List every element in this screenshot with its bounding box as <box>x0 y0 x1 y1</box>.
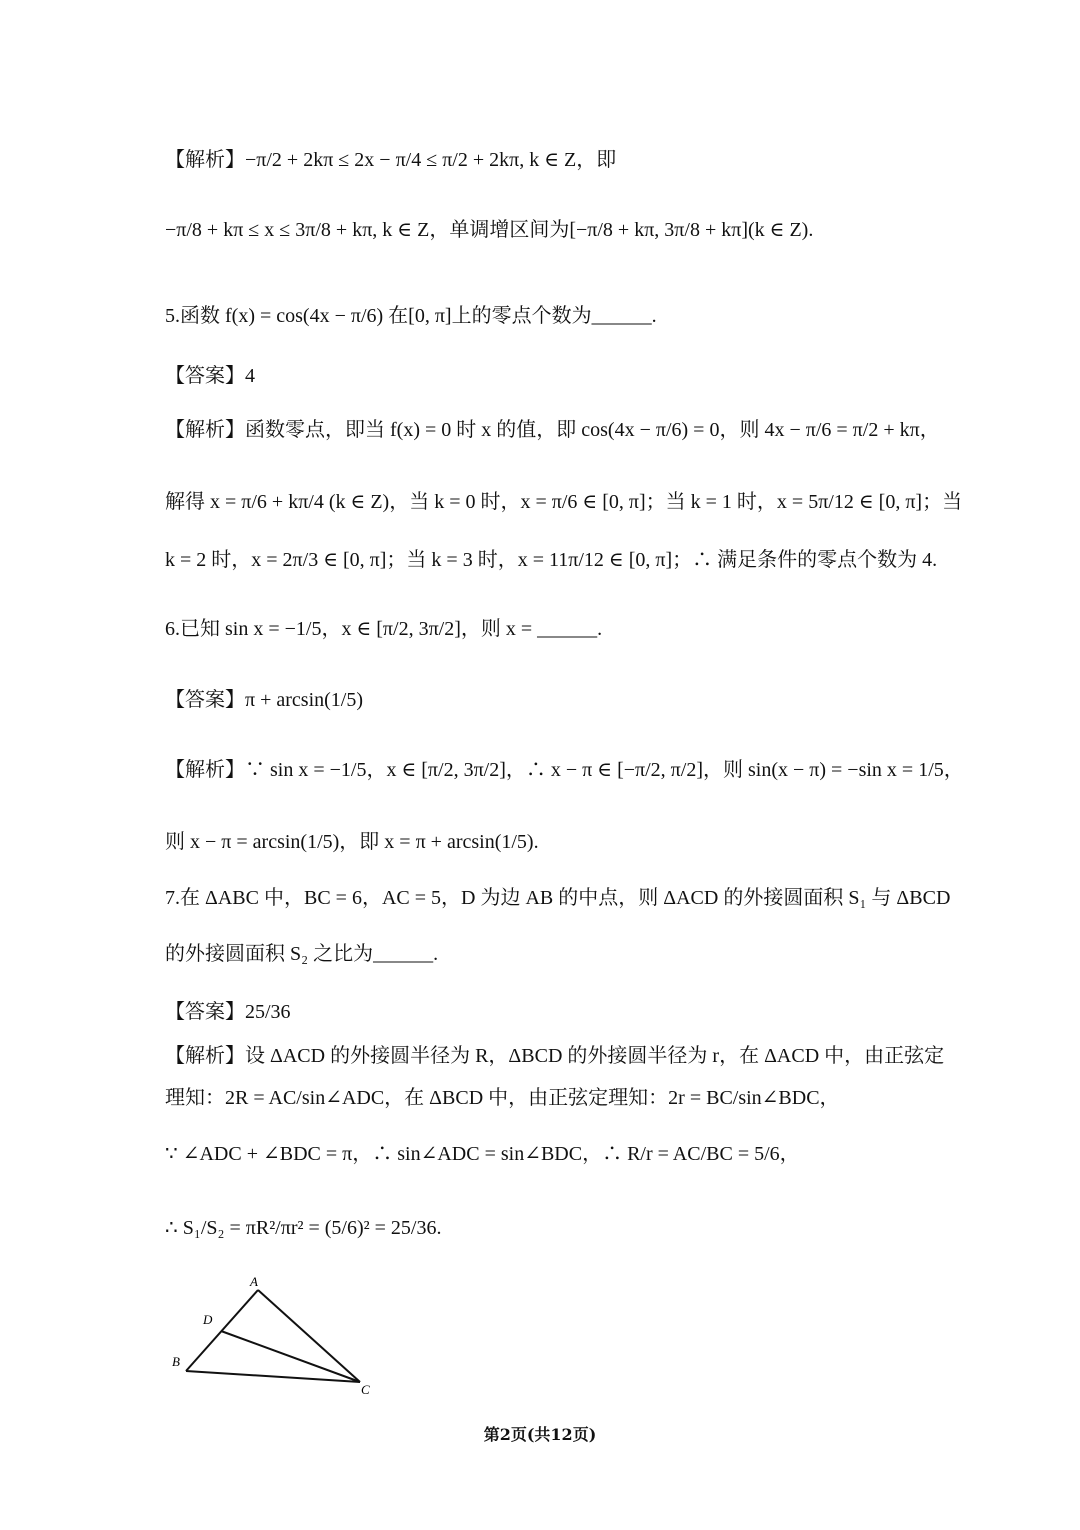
analysis-5-line-3: k = 2 时，x = 2π/3 ∈ [0, π]；当 k = 3 时，x = 11π/12 ∈ [0, π]；∴ 满足条件的零点个数为 4. <box>165 549 938 571</box>
analysis-6-line-2: 则 x − π = arcsin(1/5)，即 x = π + arcsin(1/5). <box>165 831 539 853</box>
triangle-diagram <box>160 1268 380 1408</box>
text-line-1: 【解析】−π/2 + 2kπ ≤ 2x − π/4 ≤ π/2 + 2kπ, k ∈ Z，即 <box>165 149 617 171</box>
analysis-5-line-1: 【解析】函数零点，即当 f(x) = 0 时 x 的值，即 cos(4x − π/6) = 0，则 4x − π/6 = π/2 + kπ， <box>165 419 940 441</box>
analysis-7-line-4: ∴ S₁/S₂ = πR²/πr² = (5/6)² = 25/36. <box>165 1217 442 1239</box>
answer-5: 【答案】4 <box>165 365 255 387</box>
question-5: 5.函数 f(x) = cos(4x − π/6) 在[0, π]上的零点个数为______. <box>165 305 657 327</box>
text-line-2: −π/8 + kπ ≤ x ≤ 3π/8 + kπ, k ∈ Z，单调增区间为[−π/8 + kπ, 3π/8 + kπ](k ∈ Z). <box>165 219 814 241</box>
label-b: B <box>172 1354 180 1369</box>
analysis-6-line-1: 【解析】∵ sin x = −1/5，x ∈ [π/2, 3π/2]，∴ x − π ∈ [−π/2, π/2]，则 sin(x − π) = −sin x = 1/5， <box>165 759 964 781</box>
side-ac <box>258 1290 360 1382</box>
analysis-7-line-2: 理知：2R = AC/sin∠ADC，在 ΔBCD 中，由正弦定理知：2r = BC/sin∠BDC， <box>165 1087 840 1109</box>
label-d: D <box>203 1312 213 1327</box>
question-7-line-1: 7.在 ΔABC 中，BC = 6，AC = 5，D 为边 AB 的中点，则 ΔACD 的外接圆面积 S₁ 与 ΔBCD <box>165 887 951 909</box>
answer-7: 【答案】25/36 <box>165 1001 291 1023</box>
page-footer: 第2页(共12页) <box>483 1425 597 1444</box>
question-6: 6.已知 sin x = −1/5，x ∈ [π/2, 3π/2]，则 x = ______. <box>165 618 603 640</box>
answer-6: 【答案】π + arcsin(1/5) <box>165 689 364 711</box>
analysis-7-line-3: ∵ ∠ADC + ∠BDC = π，∴ sin∠ADC = sin∠BDC，∴ R/r = AC/BC = 5/6， <box>165 1143 800 1165</box>
question-7-line-2: 的外接圆面积 S₂ 之比为______. <box>165 943 439 965</box>
analysis-7-line-1: 【解析】设 ΔACD 的外接圆半径为 R，ΔBCD 的外接圆半径为 r，在 ΔACD 中，由正弦定 <box>165 1045 945 1067</box>
label-a: A <box>250 1274 258 1289</box>
analysis-5-line-2: 解得 x = π/6 + kπ/4 (k ∈ Z)，当 k = 0 时，x = π/6 ∈ [0, π]；当 k = 1 时，x = 5π/12 ∈ [0, π]；当 <box>165 491 963 513</box>
label-c: C <box>361 1382 370 1397</box>
